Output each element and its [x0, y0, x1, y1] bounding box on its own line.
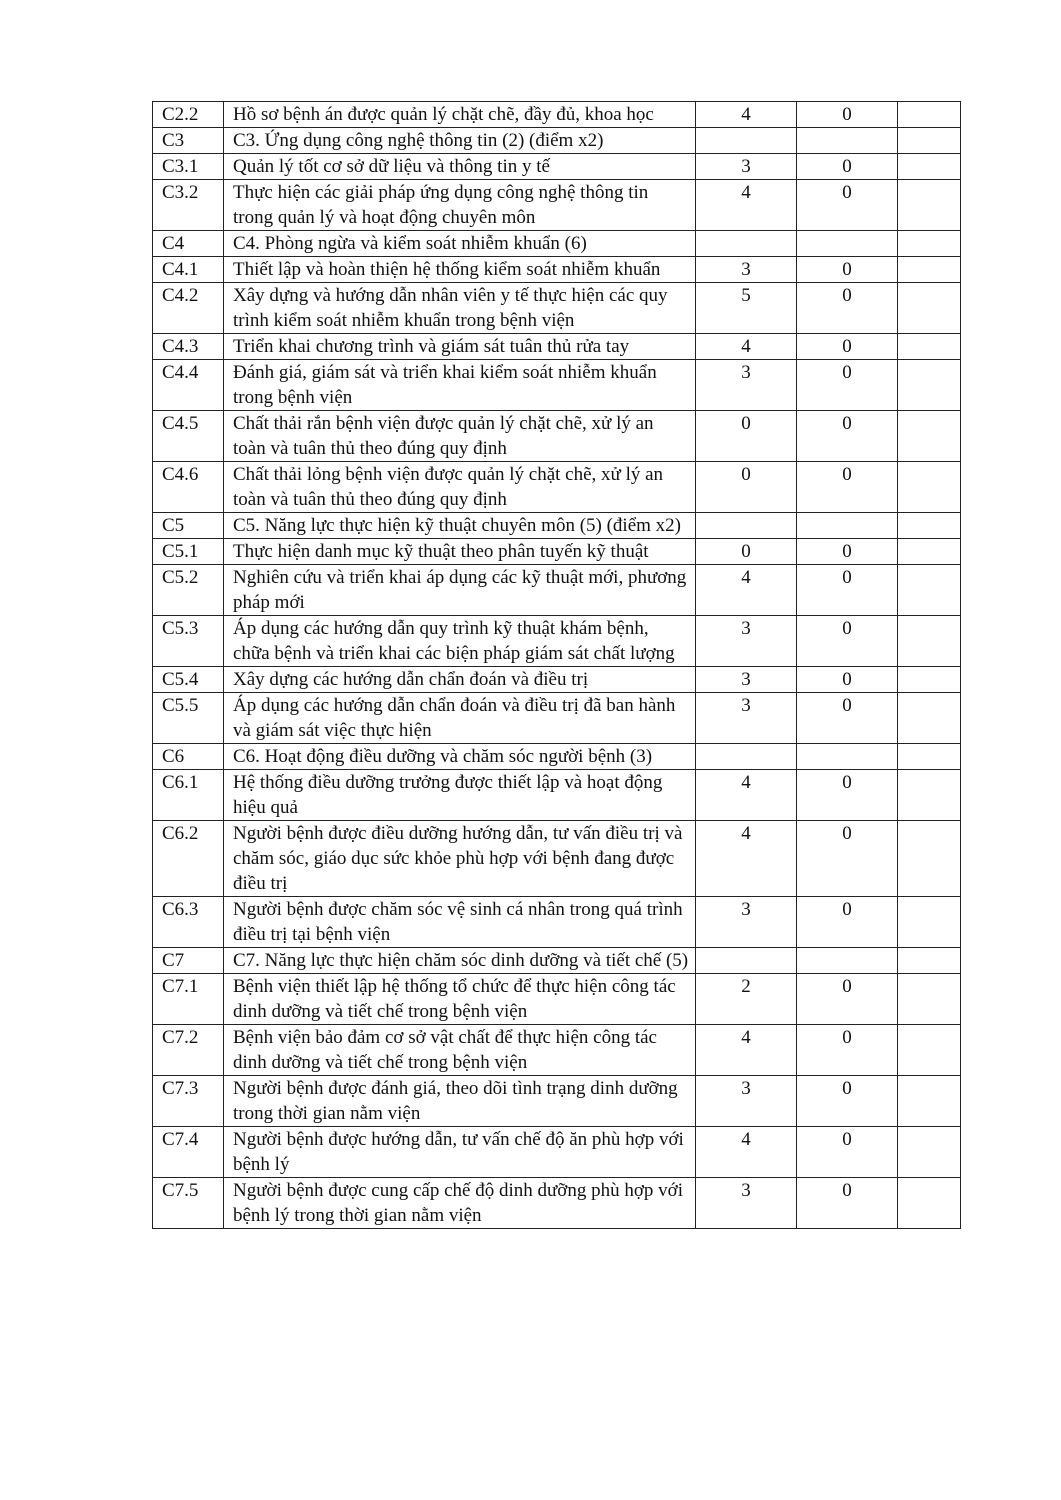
row-code-cell: C2.2	[153, 102, 224, 128]
row-description-cell: Xây dựng các hướng dẫn chẩn đoán và điều trị	[224, 667, 696, 693]
table-row	[153, 462, 961, 513]
row-description-cell: Quản lý tốt cơ sở dữ liệu và thông tin y tế	[224, 154, 696, 180]
row-result-cell: 0	[797, 616, 898, 667]
row-result-cell: 0	[797, 462, 898, 513]
table-row	[153, 257, 961, 283]
row-result-cell: 0	[797, 1178, 898, 1229]
row-result-cell: 0	[797, 283, 898, 334]
row-description-cell: C6. Hoạt động điều dưỡng và chăm sóc người bệnh (3)	[224, 744, 696, 770]
table-row	[153, 411, 961, 462]
row-score-cell: 0	[696, 539, 797, 565]
table-row	[153, 821, 961, 897]
row-note-cell	[898, 539, 961, 565]
row-code-cell: C5.5	[153, 693, 224, 744]
row-result-cell: 0	[797, 974, 898, 1025]
table-row	[153, 539, 961, 565]
row-result-cell: 0	[797, 565, 898, 616]
row-note-cell	[898, 128, 961, 154]
row-code-cell: C5.4	[153, 667, 224, 693]
row-result-cell: 0	[797, 180, 898, 231]
row-note-cell	[898, 693, 961, 744]
table-row	[153, 770, 961, 821]
row-score-cell: 3	[696, 154, 797, 180]
row-result-cell: 0	[797, 154, 898, 180]
row-score-cell: 4	[696, 565, 797, 616]
row-description-cell: Chất thải rắn bệnh viện được quản lý chặt chẽ, xử lý an toàn và tuân thủ theo đúng quy định	[224, 411, 696, 462]
row-code-cell: C5.3	[153, 616, 224, 667]
row-score-cell: 2	[696, 974, 797, 1025]
row-note-cell	[898, 974, 961, 1025]
row-result-cell: 0	[797, 334, 898, 360]
row-note-cell	[898, 360, 961, 411]
row-note-cell	[898, 1127, 961, 1178]
row-score-cell: 4	[696, 180, 797, 231]
table-row	[153, 1025, 961, 1076]
row-score-cell: 0	[696, 411, 797, 462]
row-description-cell: C5. Năng lực thực hiện kỹ thuật chuyên môn (5) (điểm x2)	[224, 513, 696, 539]
row-code-cell: C6.1	[153, 770, 224, 821]
table-row	[153, 974, 961, 1025]
row-description-cell: Triển khai chương trình và giám sát tuân thủ rửa tay	[224, 334, 696, 360]
row-note-cell	[898, 334, 961, 360]
row-score-cell: 3	[696, 360, 797, 411]
row-result-cell: 0	[797, 1127, 898, 1178]
row-score-cell	[696, 231, 797, 257]
row-description-cell: Người bệnh được đánh giá, theo dõi tình trạng dinh dưỡng trong thời gian nằm viện	[224, 1076, 696, 1127]
row-result-cell	[797, 231, 898, 257]
row-description-cell: Thiết lập và hoàn thiện hệ thống kiểm soát nhiễm khuẩn	[224, 257, 696, 283]
table-row	[153, 1127, 961, 1178]
row-code-cell: C4.4	[153, 360, 224, 411]
row-description-cell: Nghiên cứu và triển khai áp dụng các kỹ thuật mới, phương pháp mới	[224, 565, 696, 616]
row-result-cell: 0	[797, 897, 898, 948]
row-code-cell: C7.3	[153, 1076, 224, 1127]
row-score-cell: 3	[696, 693, 797, 744]
row-result-cell: 0	[797, 1025, 898, 1076]
row-score-cell: 4	[696, 334, 797, 360]
row-note-cell	[898, 180, 961, 231]
table-row	[153, 334, 961, 360]
row-note-cell	[898, 283, 961, 334]
row-note-cell	[898, 231, 961, 257]
row-score-cell	[696, 744, 797, 770]
row-note-cell	[898, 1025, 961, 1076]
row-code-cell: C7.5	[153, 1178, 224, 1229]
row-code-cell: C7.2	[153, 1025, 224, 1076]
row-code-cell: C3.2	[153, 180, 224, 231]
row-code-cell: C7.1	[153, 974, 224, 1025]
row-note-cell	[898, 770, 961, 821]
row-code-cell: C4.6	[153, 462, 224, 513]
row-note-cell	[898, 1178, 961, 1229]
table-row	[153, 1076, 961, 1127]
row-code-cell: C7	[153, 948, 224, 974]
table-row	[153, 565, 961, 616]
row-code-cell: C4.3	[153, 334, 224, 360]
row-score-cell	[696, 513, 797, 539]
row-score-cell: 3	[696, 1178, 797, 1229]
row-result-cell: 0	[797, 411, 898, 462]
row-result-cell	[797, 744, 898, 770]
row-score-cell: 4	[696, 821, 797, 897]
row-score-cell: 3	[696, 897, 797, 948]
table-row	[153, 667, 961, 693]
table-row	[153, 154, 961, 180]
table-row	[153, 948, 961, 974]
row-score-cell: 4	[696, 102, 797, 128]
row-note-cell	[898, 897, 961, 948]
row-code-cell: C5	[153, 513, 224, 539]
row-result-cell: 0	[797, 257, 898, 283]
table-row	[153, 231, 961, 257]
row-result-cell: 0	[797, 667, 898, 693]
row-result-cell	[797, 513, 898, 539]
row-code-cell: C4.2	[153, 283, 224, 334]
row-description-cell: C7. Năng lực thực hiện chăm sóc dinh dưỡng và tiết chế (5)	[224, 948, 696, 974]
row-note-cell	[898, 257, 961, 283]
row-description-cell: Áp dụng các hướng dẫn chẩn đoán và điều trị đã ban hành và giám sát việc thực hiện	[224, 693, 696, 744]
row-description-cell: Thực hiện các giải pháp ứng dụng công nghệ thông tin trong quản lý và hoạt động chuyên môn	[224, 180, 696, 231]
row-description-cell: Người bệnh được chăm sóc vệ sinh cá nhân trong quá trình điều trị tại bệnh viện	[224, 897, 696, 948]
table-row	[153, 897, 961, 948]
row-description-cell: Hệ thống điều dưỡng trưởng được thiết lập và hoạt động hiệu quả	[224, 770, 696, 821]
row-description-cell: Người bệnh được hướng dẫn, tư vấn chế độ ăn phù hợp với bệnh lý	[224, 1127, 696, 1178]
row-code-cell: C3	[153, 128, 224, 154]
row-description-cell: Hồ sơ bệnh án được quản lý chặt chẽ, đầy đủ, khoa học	[224, 102, 696, 128]
row-code-cell: C5.2	[153, 565, 224, 616]
table-row	[153, 102, 961, 128]
row-description-cell: Bệnh viện bảo đảm cơ sở vật chất để thực hiện công tác dinh dưỡng và tiết chế trong bệnh viện	[224, 1025, 696, 1076]
assessment-table-body	[153, 102, 961, 1229]
row-description-cell: Thực hiện danh mục kỹ thuật theo phân tuyến kỹ thuật	[224, 539, 696, 565]
row-note-cell	[898, 616, 961, 667]
row-score-cell: 3	[696, 667, 797, 693]
row-note-cell	[898, 154, 961, 180]
row-code-cell: C5.1	[153, 539, 224, 565]
row-result-cell: 0	[797, 360, 898, 411]
row-score-cell: 4	[696, 1025, 797, 1076]
row-code-cell: C6.2	[153, 821, 224, 897]
row-description-cell: Đánh giá, giám sát và triển khai kiểm soát nhiễm khuẩn trong bệnh viện	[224, 360, 696, 411]
row-code-cell: C4.1	[153, 257, 224, 283]
row-description-cell: Bệnh viện thiết lập hệ thống tổ chức để thực hiện công tác dinh dưỡng và tiết chế trong bệnh viện	[224, 974, 696, 1025]
row-result-cell: 0	[797, 693, 898, 744]
row-score-cell: 3	[696, 616, 797, 667]
row-code-cell: C4.5	[153, 411, 224, 462]
table-row	[153, 693, 961, 744]
row-score-cell	[696, 128, 797, 154]
row-note-cell	[898, 565, 961, 616]
row-note-cell	[898, 462, 961, 513]
row-result-cell: 0	[797, 770, 898, 821]
row-note-cell	[898, 1076, 961, 1127]
row-code-cell: C7.4	[153, 1127, 224, 1178]
row-result-cell: 0	[797, 1076, 898, 1127]
row-score-cell: 4	[696, 770, 797, 821]
table-row	[153, 283, 961, 334]
row-description-cell: C4. Phòng ngừa và kiểm soát nhiễm khuẩn (6)	[224, 231, 696, 257]
row-score-cell: 4	[696, 1127, 797, 1178]
row-note-cell	[898, 513, 961, 539]
row-description-cell: C3. Ứng dụng công nghệ thông tin (2) (điểm x2)	[224, 128, 696, 154]
row-description-cell: Chất thải lỏng bệnh viện được quản lý chặt chẽ, xử lý an toàn và tuân thủ theo đúng quy định	[224, 462, 696, 513]
row-score-cell: 5	[696, 283, 797, 334]
table-row	[153, 128, 961, 154]
row-description-cell: Người bệnh được cung cấp chế độ dinh dưỡng phù hợp với bệnh lý trong thời gian nằm viện	[224, 1178, 696, 1229]
row-score-cell: 3	[696, 1076, 797, 1127]
row-note-cell	[898, 667, 961, 693]
table-row	[153, 180, 961, 231]
row-result-cell: 0	[797, 539, 898, 565]
row-result-cell	[797, 948, 898, 974]
row-code-cell: C3.1	[153, 154, 224, 180]
assessment-table	[152, 101, 961, 1229]
row-description-cell: Xây dựng và hướng dẫn nhân viên y tế thực hiện các quy trình kiểm soát nhiễm khuẩn trong bệnh viện	[224, 283, 696, 334]
row-code-cell: C4	[153, 231, 224, 257]
row-score-cell	[696, 948, 797, 974]
row-result-cell: 0	[797, 102, 898, 128]
table-row	[153, 360, 961, 411]
table-row	[153, 1178, 961, 1229]
row-code-cell: C6.3	[153, 897, 224, 948]
row-code-cell: C6	[153, 744, 224, 770]
row-result-cell: 0	[797, 821, 898, 897]
row-note-cell	[898, 744, 961, 770]
row-result-cell	[797, 128, 898, 154]
row-note-cell	[898, 102, 961, 128]
row-description-cell: Áp dụng các hướng dẫn quy trình kỹ thuật khám bệnh, chữa bệnh và triển khai các biện pháp giám sát chất lượng	[224, 616, 696, 667]
row-score-cell: 0	[696, 462, 797, 513]
row-description-cell: Người bệnh được điều dưỡng hướng dẫn, tư vấn điều trị và chăm sóc, giáo dục sức khỏe phù hợp với bệnh đang được điều trị	[224, 821, 696, 897]
table-row	[153, 513, 961, 539]
table-row	[153, 616, 961, 667]
row-note-cell	[898, 821, 961, 897]
table-row	[153, 744, 961, 770]
row-note-cell	[898, 411, 961, 462]
row-note-cell	[898, 948, 961, 974]
row-score-cell: 3	[696, 257, 797, 283]
